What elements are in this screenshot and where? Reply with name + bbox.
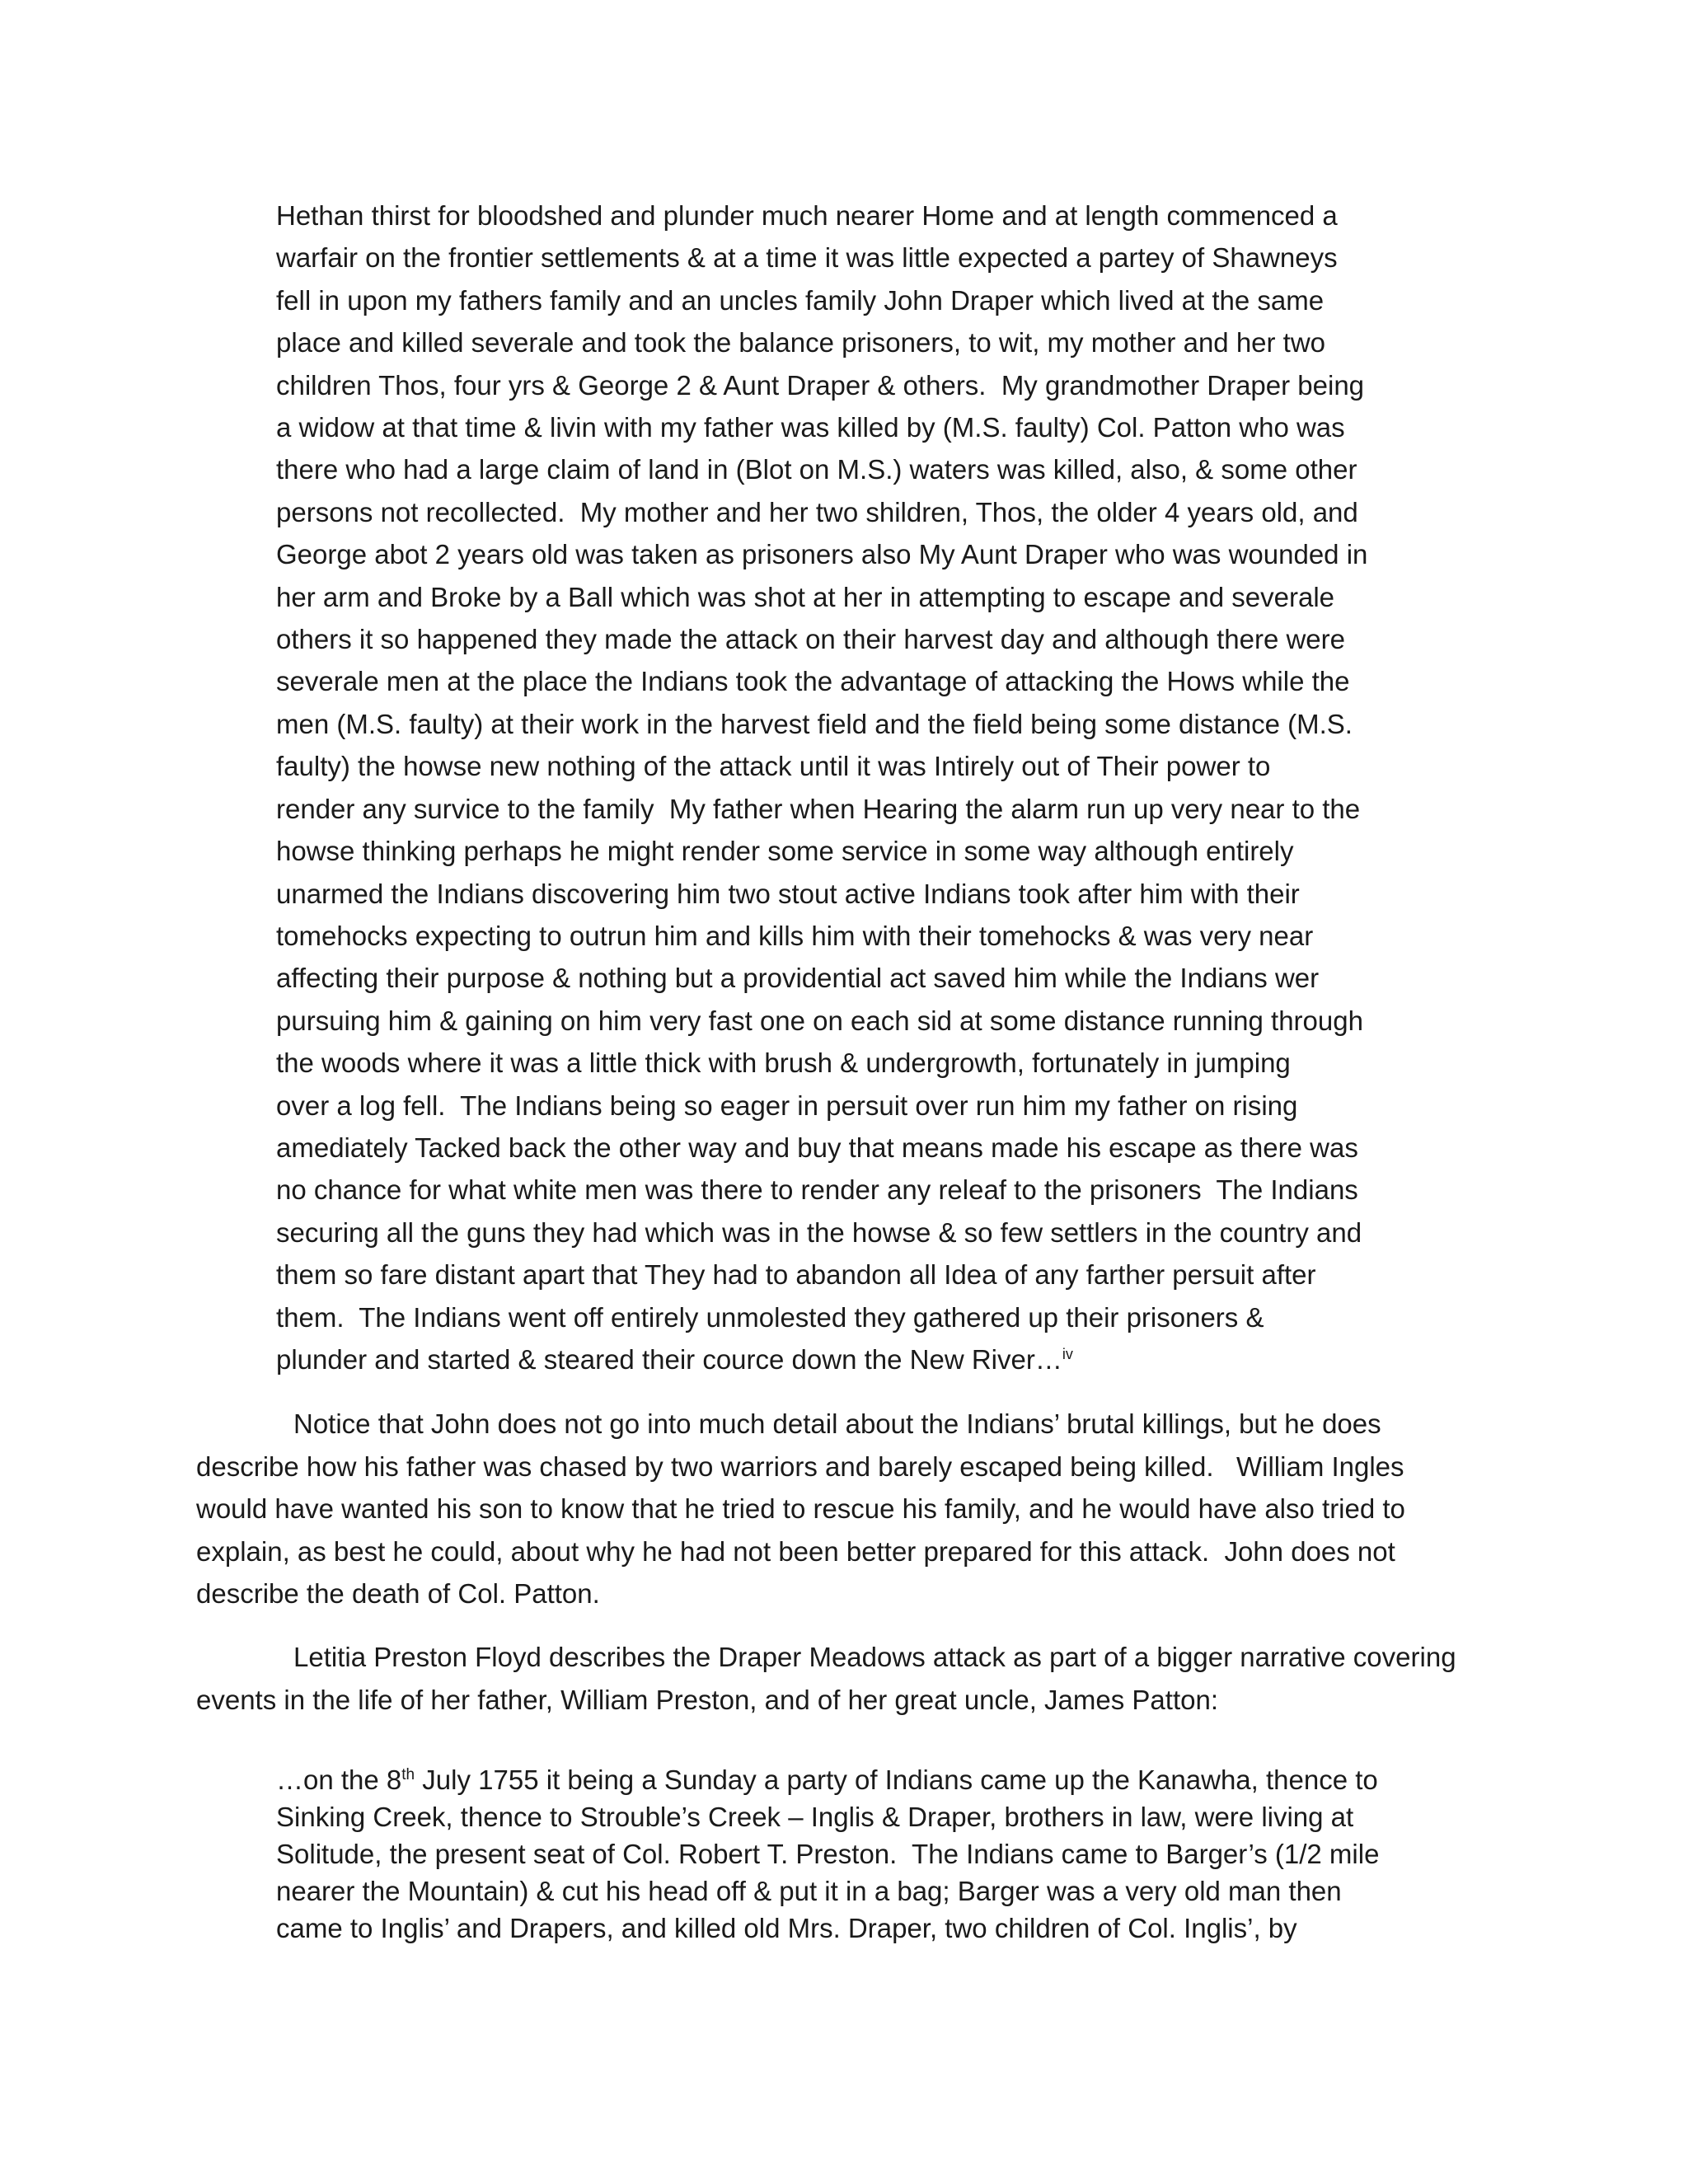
ordinal-superscript: th: [401, 1766, 415, 1783]
quote-line: warfair on the frontier settlements & at a time it was little expected a partey of Shawneys: [276, 242, 1338, 274]
quote-line: nearer the Mountain) & cut his head off & put it in a bag; Barger was a very old man then: [276, 1876, 1342, 1906]
block-quote-john-ingles: [276, 194, 1447, 1380]
quote-line: came to Inglis’ and Drapers, and killed old Mrs. Draper, two children of Col. Inglis’, by: [276, 1913, 1297, 1943]
paragraph-line: would have wanted his son to know that he tried to rescue his family, and he would have also tried to: [196, 1493, 1405, 1524]
quote-line: a widow at that time & livin with my father was killed by (M.S. faulty) Col. Patton who was: [276, 412, 1345, 443]
paragraph-line-text: Letitia Preston Floyd describes the Draper Meadows attack as part of a bigger narrative covering: [293, 1642, 1456, 1672]
block-quote-letitia-floyd: [276, 1761, 1447, 1947]
paragraph-line-text: Notice that John does not go into much detail about the Indians’ brutal killings, but he does: [293, 1408, 1381, 1439]
quote-line: Sinking Creek, thence to Strouble’s Creek – Inglis & Draper, brothers in law, were living at: [276, 1802, 1354, 1832]
quote-line: her arm and Broke by a Ball which was shot at her in attempting to escape and severale: [276, 581, 1335, 612]
commentary-paragraph: [196, 1403, 1515, 1615]
paragraph-line: [196, 1636, 1515, 1679]
quote-line: men (M.S. faulty) at their work in the harvest field and the field being some distance (M.S.: [276, 708, 1353, 739]
quote-text-prefix: …on the 8: [276, 1765, 402, 1795]
quote-line: persons not recollected. My mother and her two shildren, Thos, the older 4 years old, and: [276, 496, 1358, 527]
quote-line: no chance for what white men was there to render any releaf to the prisoners The Indians: [276, 1174, 1358, 1206]
quote-line: severale men at the place the Indians took the advantage of attacking the Hows while the: [276, 666, 1350, 697]
paragraph-line: events in the life of her father, William Preston, and of her great uncle, James Patton:: [196, 1684, 1218, 1715]
quote-line: Solitude, the present seat of Col. Robert T. Preston. The Indians came to Barger’s (1/2 mile: [276, 1839, 1380, 1869]
quote-last-line: [276, 1338, 1447, 1380]
quote-line: them. The Indians went off entirely unmolested they gathered up their prisoners &: [276, 1301, 1264, 1333]
quote-line: fell in upon my fathers family and an uncles family John Draper which lived at the same: [276, 284, 1325, 316]
quote-line: others it so happened they made the attack on their harvest day and although there were: [276, 624, 1346, 655]
paragraph-line: describe the death of Col. Patton.: [196, 1578, 600, 1609]
quote-line: howse thinking perhaps he might render some service in some way although entirely: [276, 836, 1294, 867]
quote-line: Hethan thirst for bloodshed and plunder much nearer Home and at length commenced a: [276, 200, 1338, 231]
quote-line: tomehocks expecting to outrun him and kills him with their tomehocks & was very near: [276, 920, 1314, 951]
quote-last-line-text: plunder and started & steared their cource down the New River…: [276, 1343, 1062, 1375]
paragraph-line: describe how his father was chased by two warriors and barely escaped being killed. William Ingles: [196, 1451, 1404, 1482]
quote-line: pursuing him & gaining on him very fast one on each sid at some distance running through: [276, 1005, 1363, 1036]
quote-line: unarmed the Indians discovering him two stout active Indians took after him with their: [276, 878, 1300, 909]
footnote-marker[interactable]: iv: [1062, 1345, 1073, 1362]
paragraph-line: explain, as best he could, about why he had not been better prepared for this attack. John does not: [196, 1535, 1395, 1567]
quote-line: them so fare distant apart that They had to abandon all Idea of any farther persuit after: [276, 1259, 1316, 1291]
quote-line: amediately Tacked back the other way and buy that means made his escape as there was: [276, 1132, 1358, 1163]
quote-line: faulty) the howse new nothing of the attack until it was Intirely out of Their power to: [276, 751, 1271, 782]
paragraph-line: [196, 1403, 1515, 1446]
quote-text-suffix: July 1755 it being a Sunday a party of Indians came up the Kanawha, thence to: [415, 1765, 1378, 1795]
introduction-paragraph: [196, 1636, 1515, 1721]
quote-line: securing all the guns they had which was in the howse & so few settlers in the country and: [276, 1216, 1362, 1248]
quote-line: children Thos, four yrs & George 2 & Aunt Draper & others. My grandmother Draper being: [276, 369, 1365, 401]
quote-line: the woods where it was a little thick with brush & undergrowth, fortunately in jumping: [276, 1047, 1291, 1079]
quote-line: there who had a large claim of land in (Blot on M.S.) waters was killed, also, & some other: [276, 454, 1357, 485]
quote-line: render any survice to the family My father when Hearing the alarm run up very near to the: [276, 793, 1361, 824]
quote-line: George abot 2 years old was taken as prisoners also My Aunt Draper who was wounded in: [276, 539, 1368, 570]
quote-first-line: [276, 1761, 1447, 1798]
quote-line: over a log fell. The Indians being so eager in persuit over run him my father on rising: [276, 1090, 1298, 1121]
quote-line: affecting their purpose & nothing but a providential act saved him while the Indians wer: [276, 963, 1320, 994]
quote-line: place and killed severale and took the balance prisoners, to wit, my mother and her two: [276, 327, 1326, 359]
